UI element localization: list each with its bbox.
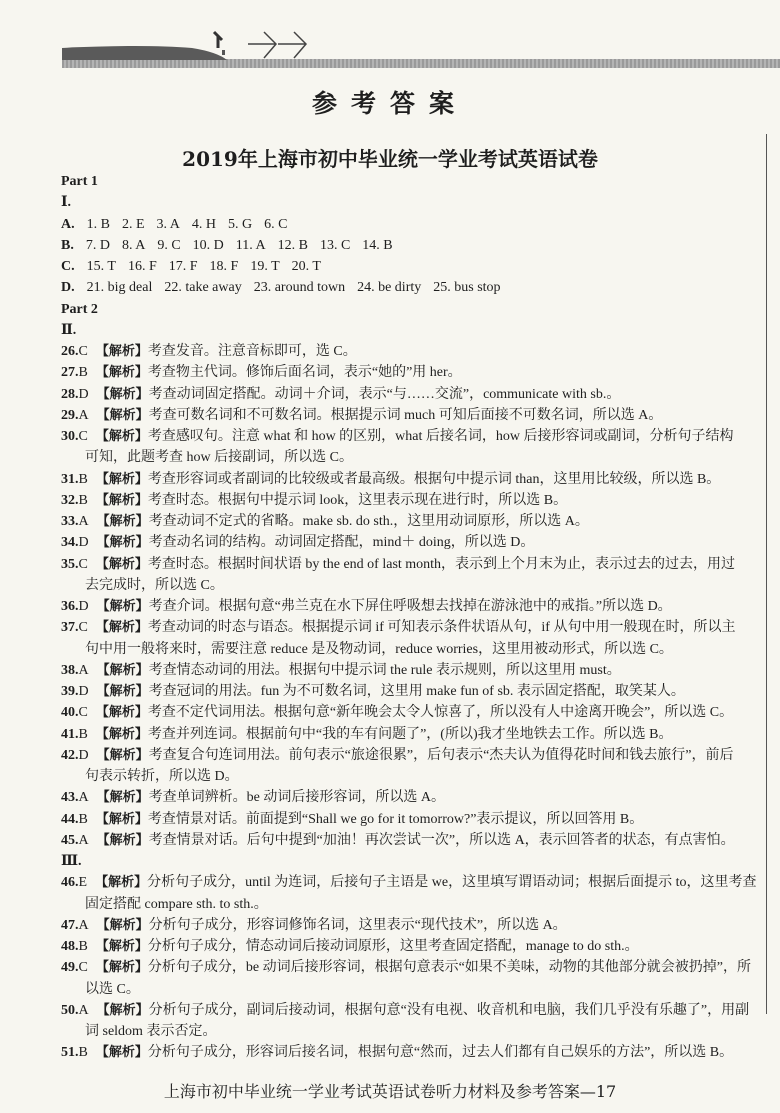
- explanation-text: 考查时态。根据句中提示词 look，这里表示现在进行时，所以选 B。: [147, 492, 568, 508]
- answer-item: 23. around town: [253, 280, 346, 296]
- analysis-tag: 【解析】: [96, 832, 149, 848]
- question-number: 37.: [61, 620, 79, 636]
- answer-item: 18. F: [209, 259, 239, 274]
- answer-letter: C: [78, 620, 88, 636]
- explanation-continuation: 以选 C。: [85, 981, 140, 997]
- answer-item: 8. A: [121, 237, 146, 253]
- question-number: 48.: [61, 939, 79, 954]
- answer-item: 25. bus stop: [433, 280, 501, 296]
- explanation-text: 考查单词辨析。be 动词后接形容词，所以选 A。: [148, 790, 445, 806]
- answer-item: 15. T: [86, 259, 116, 274]
- answer-item: 9. C: [157, 237, 181, 253]
- answer-explanation: [61, 957, 751, 978]
- answer-item: 13. C: [319, 237, 351, 253]
- answer-content: [61, 171, 757, 1064]
- answer-item: 17. F: [168, 259, 198, 274]
- analysis-tag: 【解析】: [96, 535, 149, 551]
- answer-row: [61, 277, 751, 298]
- answer-letter: B: [78, 939, 88, 954]
- analysis-tag: 【解析】: [96, 514, 149, 529]
- answer-row: [61, 256, 751, 277]
- answer-explanation: [61, 362, 751, 383]
- answer-row: [61, 214, 751, 235]
- analysis-tag: 【解析】: [96, 407, 149, 423]
- answer-item: 20. T: [291, 259, 321, 274]
- answer-explanation: [61, 936, 751, 957]
- analysis-tag: 【解析】: [95, 365, 148, 381]
- answer-item: 21. big deal: [86, 280, 153, 296]
- answer-letter: B: [78, 365, 88, 381]
- explanation-text: 考查动名词的结构。动词固定搭配，mind＋ doing，所以选 D。: [148, 535, 535, 551]
- answer-item: 7. D: [85, 237, 110, 253]
- answer-explanation: [61, 469, 751, 490]
- row-label: C.: [61, 259, 75, 274]
- answer-letter: B: [78, 471, 88, 487]
- explanation-text: 考查情态动词的用法。根据句中提示词 the rule 表示规则，所以这里用 must。: [148, 662, 621, 678]
- explanation-continuation: 固定搭配 compare sth. to sth.。: [85, 896, 268, 912]
- answer-explanation: [61, 617, 751, 638]
- analysis-tag: 【解析】: [95, 960, 148, 976]
- explanation-text: 考查并列连词。根据前句中“我的车有问题了”，(所以)我才坐地铁去工作。所以选 B。: [147, 726, 673, 742]
- header-band: [62, 59, 780, 68]
- explanation-text: 考查情景对话。后句中提到“加油！再次尝试一次”，所以选 A，表示回答者的状态，有点害怕。: [148, 832, 735, 848]
- analysis-tag: 【解析】: [95, 1045, 148, 1061]
- answer-item: 2. E: [121, 216, 145, 232]
- answer-explanation: [61, 596, 751, 617]
- answer-explanation: [61, 660, 751, 681]
- answer-item: 5. G: [228, 216, 253, 232]
- explanation-text: 分析句子成分，be 动词后接形容词，根据句意表示“如果不美味，动物的其他部分就会被扔掉”，所: [147, 960, 751, 976]
- answer-letter: A: [78, 832, 89, 848]
- part-label: Part 2: [61, 301, 98, 317]
- analysis-tag: 【解析】: [95, 811, 148, 827]
- answer-explanation: [61, 426, 751, 447]
- analysis-tag: 【解析】: [95, 875, 148, 891]
- question-number: 28.: [61, 386, 79, 402]
- question-number: 47.: [61, 917, 79, 933]
- section-label: Ⅰ.: [61, 195, 72, 211]
- answer-letter: A: [78, 790, 89, 806]
- explanation-continuation: 句中用一般将来时，需要注意 reduce 是及物动词，reduce worries，这里用被动形式，所以选 C。: [85, 641, 673, 657]
- explanation-text: 考查动词固定搭配。动词＋介词，表示“与……交流”，communicate with sb.。: [148, 386, 621, 402]
- answer-letter: D: [78, 747, 89, 763]
- analysis-tag: 【解析】: [96, 790, 149, 806]
- answer-letter: A: [78, 407, 89, 423]
- answer-item: 12. B: [277, 237, 308, 253]
- answer-explanation: [61, 787, 751, 808]
- answer-item: 16. F: [127, 259, 157, 274]
- analysis-tag: 【解析】: [96, 662, 149, 678]
- answer-letter: C: [78, 960, 88, 976]
- answer-letter: C: [78, 344, 88, 359]
- question-number: 44.: [61, 811, 79, 827]
- explanation-text: 分析句子成分，形容词修饰名词，这里表示“现代技术”，所以选 A。: [148, 917, 567, 933]
- answer-letter: B: [78, 1045, 88, 1061]
- answer-item: 11. A: [235, 237, 266, 253]
- answer-explanation: [61, 745, 751, 766]
- question-number: 30.: [61, 429, 79, 444]
- explanation-text: 考查发音。注意音标即可，选 C。: [147, 344, 357, 359]
- answer-explanation: [61, 1000, 751, 1021]
- answer-explanation: [61, 511, 751, 532]
- explanation-text: 考查感叹句。注意 what 和 how 的区别，what 后接名词，how 后接形容词或副词，分析句子结构: [147, 429, 734, 444]
- explanation-text: 考查时态。根据时间状语 by the end of last month，表示到上个月末为止，表示过去的过去，用过: [147, 556, 736, 572]
- explanation-continuation: 句表示转折，所以选 D。: [85, 769, 239, 784]
- question-number: 26.: [61, 344, 79, 359]
- question-number: 29.: [61, 407, 79, 423]
- answer-letter: B: [78, 811, 88, 827]
- part-label: Part 1: [61, 174, 98, 189]
- answer-explanation: [61, 872, 757, 893]
- analysis-tag: 【解析】: [96, 917, 149, 933]
- header-swoosh-decoration: [62, 44, 227, 60]
- answer-explanation: [61, 915, 751, 936]
- row-label: D.: [61, 280, 75, 296]
- page-title: 参考答案: [311, 89, 468, 118]
- question-number: 31.: [61, 471, 79, 487]
- arrows-icon: [208, 26, 318, 62]
- analysis-tag: 【解析】: [96, 386, 149, 402]
- answer-item: 10. D: [192, 237, 224, 253]
- section-label: Ⅲ.: [61, 854, 82, 869]
- question-number: 38.: [61, 662, 79, 678]
- answer-item: 4. H: [191, 216, 216, 232]
- answer-explanation: [61, 384, 751, 405]
- question-number: 39.: [61, 684, 79, 699]
- answer-explanation: [61, 681, 751, 702]
- question-number: 32.: [61, 492, 79, 508]
- question-number: 40.: [61, 705, 79, 721]
- explanation-text: 考查动词不定式的省略。make sb. do sth.，这里用动词原形，所以选 A。: [148, 514, 589, 529]
- row-label: B.: [61, 237, 74, 253]
- question-number: 46.: [61, 875, 79, 891]
- question-number: 42.: [61, 747, 79, 763]
- answer-explanation: [61, 830, 751, 851]
- answer-letter: B: [78, 492, 88, 508]
- answer-letter: E: [78, 875, 88, 891]
- answer-item: 1. B: [86, 216, 110, 232]
- analysis-tag: 【解析】: [95, 939, 148, 954]
- analysis-tag: 【解析】: [95, 726, 148, 742]
- answer-explanation: [61, 532, 751, 553]
- explanation-text: 考查介词。根据句意“弗兰克在水下屏住呼吸想去找掉在游泳池中的戒指。”所以选 D。: [148, 599, 672, 614]
- section-label: Ⅱ.: [61, 322, 77, 338]
- answer-letter: A: [78, 917, 89, 933]
- answer-letter: C: [78, 429, 88, 444]
- analysis-tag: 【解析】: [95, 705, 148, 721]
- question-number: 34.: [61, 535, 79, 551]
- margin-rule: [766, 134, 767, 1014]
- answer-explanation: [61, 809, 751, 830]
- answer-letter: A: [78, 1002, 89, 1018]
- question-number: 35.: [61, 556, 79, 572]
- explanation-text: 考查冠词的用法。fun 为不可数名词，这里用 make fun of sb. 表示固定搭配，取笑某人。: [148, 684, 685, 699]
- explanation-text: 考查可数名词和不可数名词。根据提示词 much 可知后面接不可数名词，所以选 A。: [148, 407, 663, 423]
- answer-letter: B: [78, 726, 88, 742]
- question-number: 45.: [61, 832, 79, 848]
- explanation-continuation: 去完成时，所以选 C。: [85, 577, 224, 593]
- answer-explanation: [61, 341, 751, 362]
- answer-item: 22. take away: [164, 280, 242, 296]
- explanation-continuation: 可知，此题考查 how 后接副词，所以选 C。: [85, 450, 353, 466]
- answer-explanation: [61, 405, 751, 426]
- question-number: 50.: [61, 1002, 79, 1018]
- explanation-text: 考查不定代词用法。根据句意“新年晚会太令人惊喜了，所以没有人中途离开晚会”，所以选 C。: [147, 705, 734, 721]
- answer-letter: D: [78, 599, 89, 614]
- answer-letter: D: [78, 386, 89, 402]
- analysis-tag: 【解析】: [95, 429, 148, 444]
- answer-letter: D: [78, 535, 89, 551]
- analysis-tag: 【解析】: [96, 599, 149, 614]
- explanation-text: 考查物主代词。修饰后面名词，表示“她的”用 her。: [147, 365, 462, 381]
- question-number: 33.: [61, 514, 79, 529]
- answer-explanation: [61, 1042, 751, 1063]
- answer-item: 6. C: [264, 216, 288, 232]
- answer-item: 24. be dirty: [357, 280, 422, 296]
- answer-letter: C: [78, 556, 88, 572]
- explanation-text: 分析句子成分，形容词后接名词，根据句意“然而，过去人们都有自己娱乐的方法”，所以选 B。: [147, 1045, 734, 1061]
- answer-explanation: [61, 490, 751, 511]
- answer-explanation: [61, 702, 751, 723]
- analysis-tag: 【解析】: [96, 747, 149, 763]
- explanation-text: 考查动词的时态与语态。根据提示词 if 可知表示条件状语从句，if 从句中用一般现在时，所以主: [147, 620, 736, 636]
- answer-letter: D: [78, 684, 89, 699]
- explanation-continuation: 词 seldom 表示否定。: [85, 1024, 217, 1039]
- explanation-text: 分析句子成分，副词后接动词，根据句意“没有电视、收音机和电脑，我们几乎没有乐趣了”，用副: [148, 1002, 750, 1018]
- explanation-text: 考查情景对话。前面提到“Shall we go for it tomorrow?”表示提议，所以回答用 B。: [147, 811, 644, 827]
- analysis-tag: 【解析】: [95, 492, 148, 508]
- analysis-tag: 【解析】: [95, 620, 148, 636]
- question-number: 51.: [61, 1045, 79, 1061]
- question-number: 49.: [61, 960, 79, 976]
- analysis-tag: 【解析】: [96, 684, 149, 699]
- question-number: 27.: [61, 365, 79, 381]
- question-number: 43.: [61, 790, 79, 806]
- answer-letter: C: [78, 705, 88, 721]
- answer-row: [61, 235, 751, 256]
- question-number: 41.: [61, 726, 79, 742]
- explanation-text: 考查形容词或者副词的比较级或者最高级。根据句中提示词 than，这里用比较级，所以选 B。: [147, 471, 721, 487]
- row-label: A.: [61, 216, 75, 232]
- answer-letter: A: [78, 514, 89, 529]
- exam-title: 2019年上海市初中毕业统一学业考试英语试卷: [182, 147, 598, 171]
- answer-item: 14. B: [362, 237, 393, 253]
- answer-explanation: [61, 724, 751, 745]
- explanation-text: 考查复合句连词用法。前句表示“旅途很累”，后句表示“杰夫认为值得花时间和钱去旅行”，前后: [148, 747, 734, 763]
- page-footer: 上海市初中毕业统一学业考试英语试卷听力材料及参考答案—17: [163, 1082, 617, 1101]
- question-number: 36.: [61, 599, 79, 614]
- analysis-tag: 【解析】: [95, 344, 148, 359]
- analysis-tag: 【解析】: [95, 471, 148, 487]
- answer-item: 19. T: [250, 259, 280, 274]
- explanation-text: 分析句子成分，until 为连词，后接句子主语是 we，这里填写谓语动词；根据后面提示 to，这里考查: [147, 875, 757, 891]
- answer-letter: A: [78, 662, 89, 678]
- analysis-tag: 【解析】: [95, 556, 148, 572]
- explanation-text: 分析句子成分，情态动词后接动词原形，这里考查固定搭配，manage to do sth.。: [147, 939, 639, 954]
- analysis-tag: 【解析】: [96, 1002, 149, 1018]
- answer-item: 3. A: [156, 216, 180, 232]
- answer-explanation: [61, 554, 751, 575]
